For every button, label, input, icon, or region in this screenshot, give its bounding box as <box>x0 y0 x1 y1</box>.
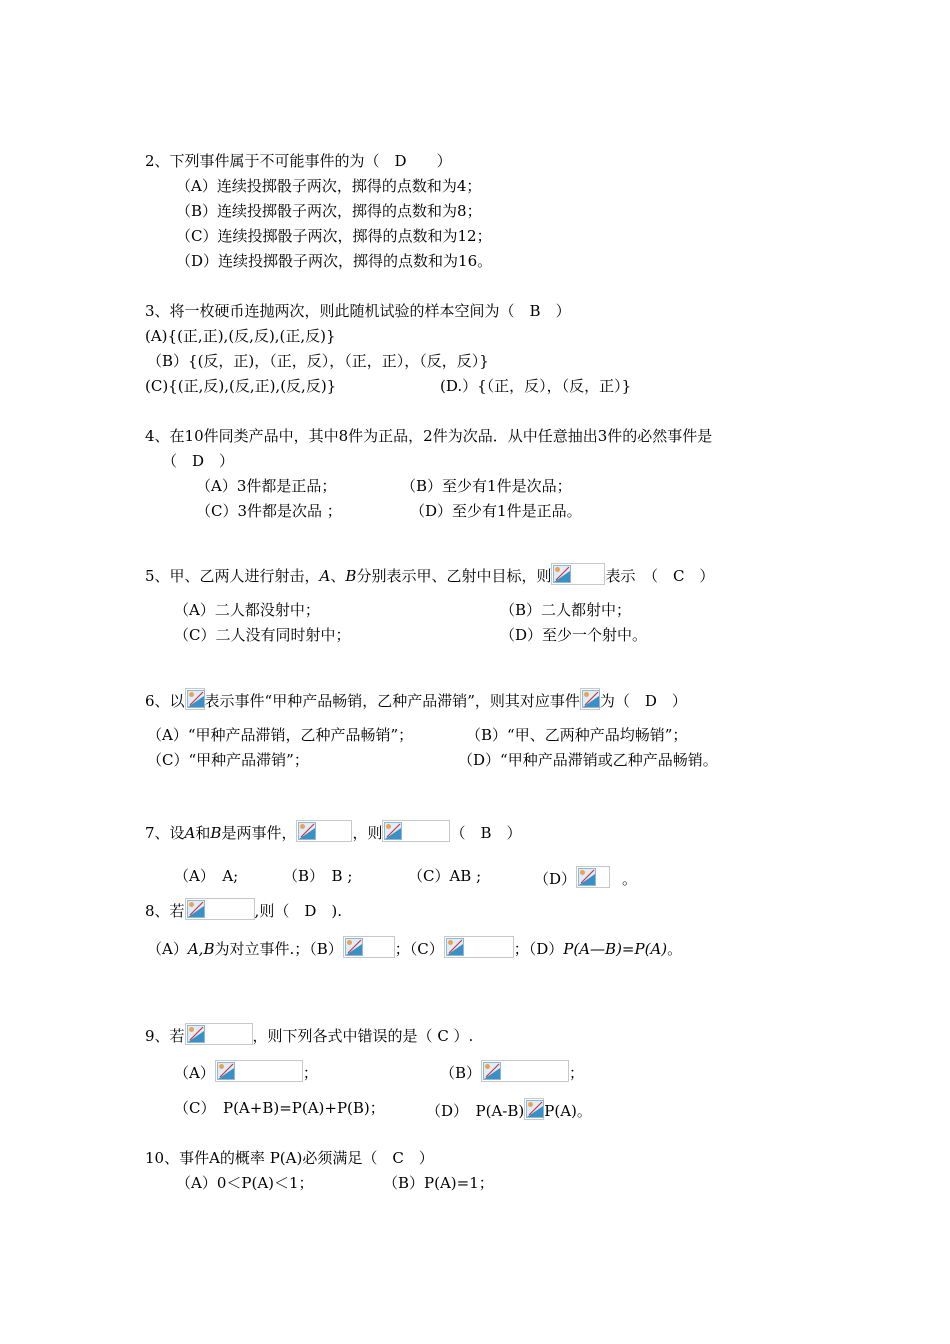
q9-option-b: （B） ； <box>440 1060 584 1083</box>
formula-image-icon <box>481 1060 569 1082</box>
formula-image-icon <box>185 898 255 920</box>
q9-option-a: （A） ； <box>174 1060 318 1083</box>
q10-option-a: （A）0＜P(A)＜1； <box>176 1174 314 1192</box>
q3-option-d: (D.）{（正，反），（反，正）} <box>440 377 632 395</box>
formula-image-icon <box>382 820 450 842</box>
formula-image-icon <box>185 688 205 710</box>
q5-option-a: （A）二人都没射中； <box>174 601 320 619</box>
q2-option-c: （C）连续投掷骰子两次，掷得的点数和为12； <box>176 227 492 245</box>
q9-stem: 9、若 ，则下列各式中错误的是（ C ）. <box>145 1023 473 1046</box>
q6-option-c: （C）“甲种产品滞销”； <box>147 751 309 769</box>
q4-stem: 4、在10件同类产品中，其中8件为正品，2件为次品．从中任意抽出3件的必然事件是 <box>145 427 713 445</box>
formula-image-icon <box>444 936 514 958</box>
q4-option-a: （A）3件都是正品； <box>196 477 337 495</box>
q9-option-c: （C） P(A+B)=P(A)+P(B)； <box>174 1099 385 1117</box>
q4-answer: （ D ） <box>162 452 235 470</box>
q4-option-b: （B）至少有1件是次品； <box>401 477 572 495</box>
q5-option-d: （D）至少一个射中。 <box>500 626 648 644</box>
formula-image-icon <box>215 1060 303 1082</box>
q6-option-b: （B）“甲、乙两种产品均畅销”； <box>466 726 688 744</box>
q7-stem: 7、设A和B是两事件， ，则 （ B ） <box>145 820 522 843</box>
q7-option-a: （A） A; <box>174 867 239 885</box>
q10-option-b: （B）P(A)=1； <box>383 1174 494 1192</box>
q6-option-a: （A）“甲种产品滞销，乙种产品畅销”； <box>147 726 414 744</box>
q7-option-d: （D） 。 <box>534 866 637 889</box>
q8-stem: 8、若 ,则（ D ). <box>145 898 342 921</box>
q10-stem: 10、事件A的概率 P(A)必须满足（ C ） <box>145 1149 434 1167</box>
q2-stem: 2、下列事件属于不可能事件的为（ D ） <box>145 152 452 170</box>
formula-image-icon <box>296 820 352 842</box>
q2-option-a: （A）连续投掷骰子两次，掷得的点数和为4； <box>176 177 482 195</box>
formula-image-icon <box>185 1023 253 1045</box>
formula-image-icon <box>576 866 610 888</box>
q3-option-c: (C){(正,反),(反,正),(反,反)} <box>145 377 337 395</box>
q6-option-d: （D）“甲种产品滞销或乙种产品畅销。 <box>458 751 718 769</box>
q3-option-b: （B）{(反，正)，（正，反），（正，正），（反，反）} <box>147 352 489 370</box>
formula-image-icon <box>524 1098 544 1120</box>
q7-option-c: （C）AB ; <box>408 867 482 885</box>
q3-stem: 3、将一枚硬币连抛两次，则此随机试验的样本空间为（ B ） <box>145 302 571 320</box>
q7-option-b: （B） B ; <box>283 867 353 885</box>
formula-image-icon <box>580 688 600 710</box>
q5-option-c: （C）二人没有同时射中； <box>174 626 351 644</box>
q2-option-d: （D）连续投掷骰子两次，掷得的点数和为16。 <box>176 252 493 270</box>
q8-options: （A）A,B为对立事件.；（B） ；（C） ；（D）P(A—B)=P(A)。 <box>147 936 682 959</box>
q6-stem: 6、以 表示事件“甲种产品畅销，乙种产品滞销”，则其对应事件 为（ D ） <box>145 688 687 711</box>
formula-image-icon <box>343 936 395 958</box>
q4-option-c: （C）3件都是次品 ； <box>196 502 342 520</box>
q5-stem: 5、甲、乙两人进行射击，A、B分别表示甲、乙射中目标，则 表示 （ C ） <box>145 563 714 586</box>
formula-image-icon <box>551 563 605 585</box>
q5-option-b: （B）二人都射中； <box>500 601 632 619</box>
q9-option-d: （D） P(A-B) P(A)。 <box>426 1098 592 1121</box>
q3-option-a: (A){(正,正),(反,反),(正,反)} <box>145 327 336 345</box>
q2-option-b: （B）连续投掷骰子两次，掷得的点数和为8； <box>176 202 482 220</box>
q4-option-d: （D）至少有1件是正品。 <box>410 502 582 520</box>
